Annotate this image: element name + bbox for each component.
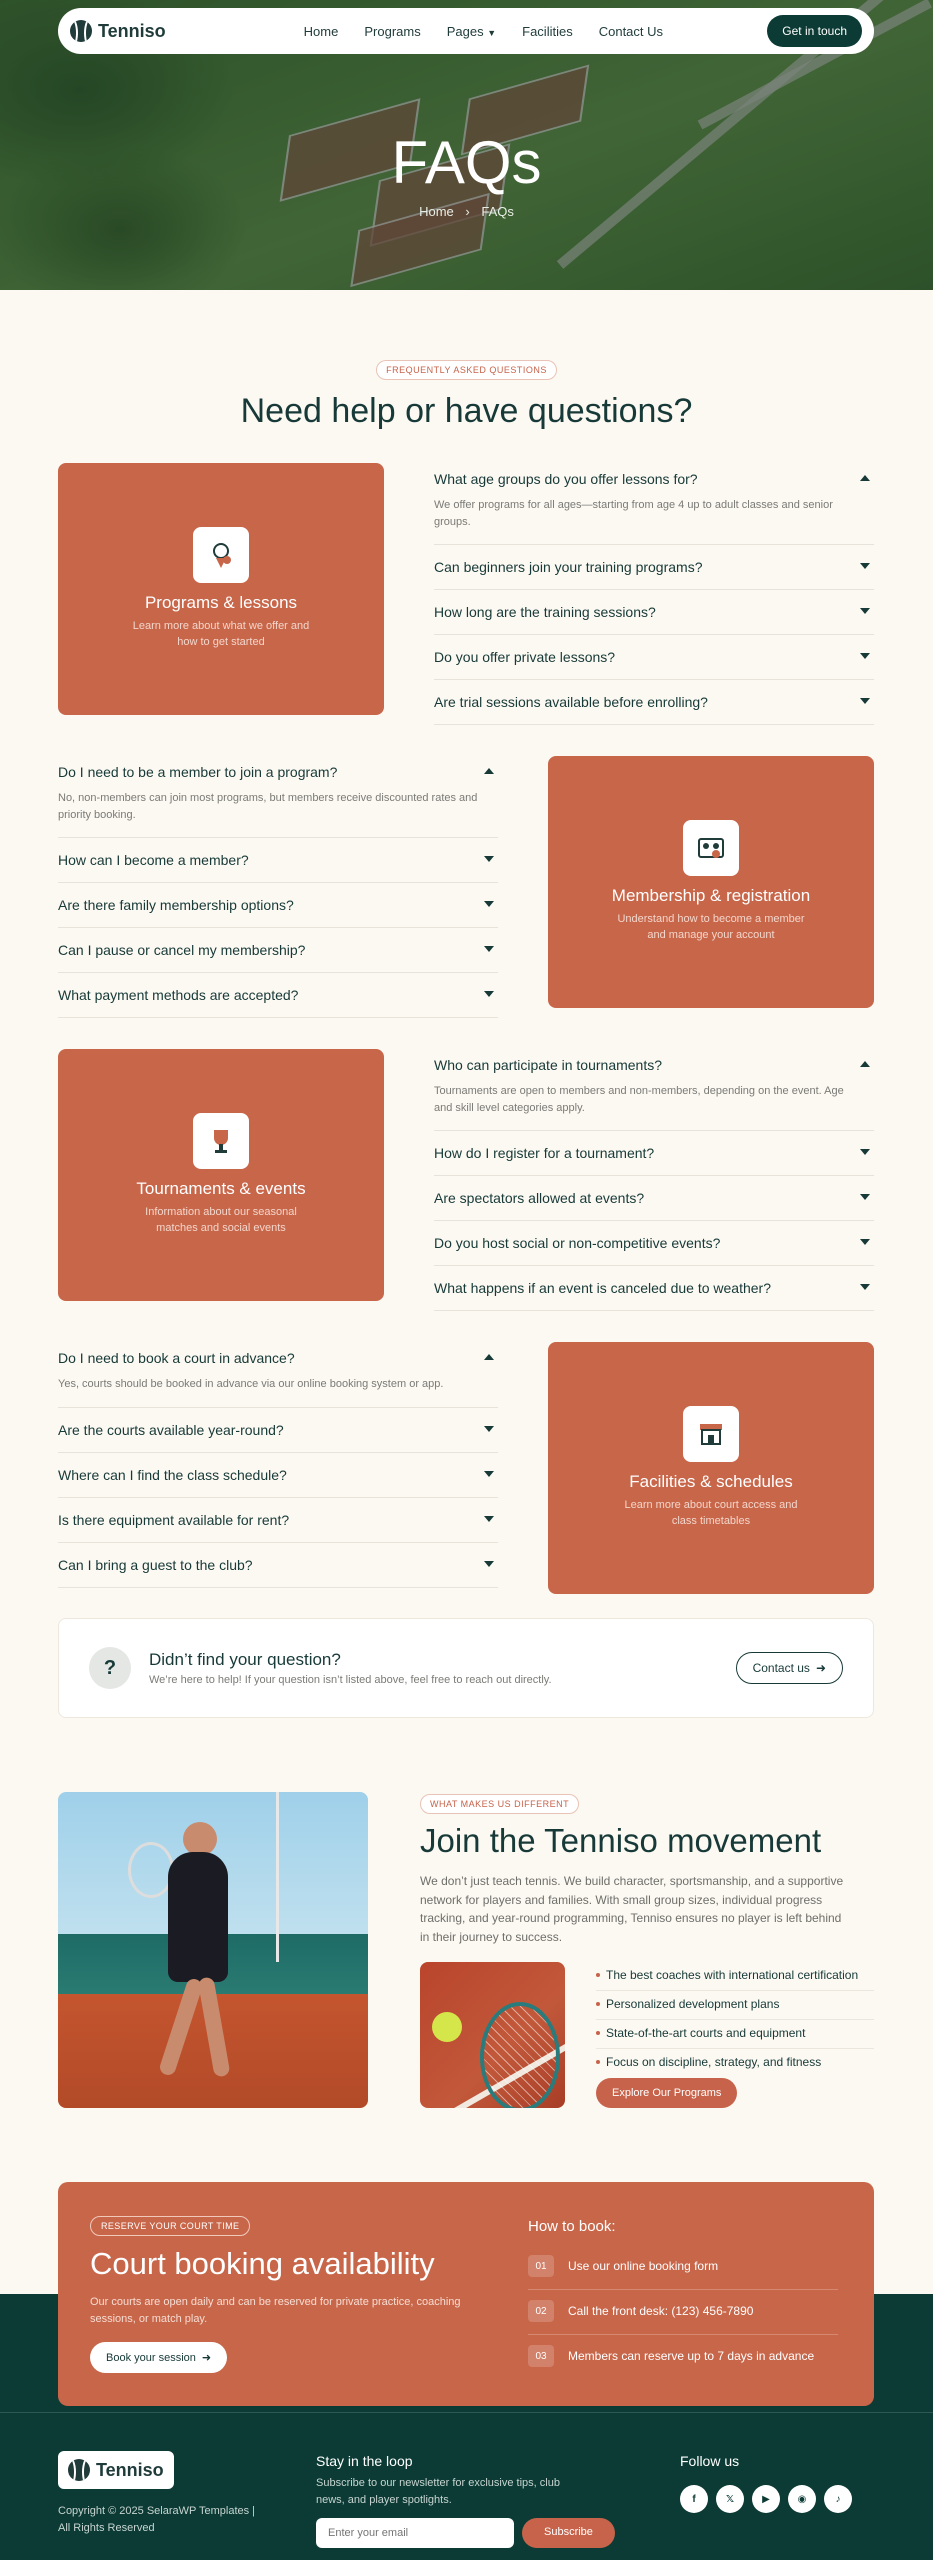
faq-question: Are spectators allowed at events? (434, 1190, 645, 1206)
how-step (528, 2245, 838, 2290)
step-number: 03 (528, 2345, 554, 2367)
category-card-membership[interactable] (548, 756, 874, 1008)
nav-link-pages[interactable] (447, 24, 496, 39)
step-text: Members can reserve up to 7 days in advance (568, 2349, 815, 2363)
faq-item[interactable] (58, 883, 498, 928)
chevron-down-icon (484, 1516, 494, 1522)
nav-link-home[interactable]: Home (303, 23, 339, 39)
instagram-icon[interactable]: ◉ (788, 2485, 816, 2513)
pole (276, 1792, 279, 1962)
chevron-up-icon (484, 1354, 494, 1360)
faq-accordion-facilities (58, 1336, 498, 1588)
faq-item[interactable] (58, 928, 498, 973)
newsletter-form (316, 2518, 616, 2548)
feature-item: The best coaches with international certification (596, 1962, 874, 1991)
join-pill: WHAT MAKES US DIFFERENT (420, 1794, 579, 1814)
question-icon: ? (89, 1647, 131, 1689)
book-session-label: Book your session (106, 2351, 196, 2364)
faq-question: What payment methods are accepted? (58, 987, 299, 1003)
chevron-down-icon (860, 608, 870, 614)
how-step (528, 2290, 838, 2335)
how-step (528, 2335, 838, 2379)
category-title: Membership & registration (611, 886, 811, 905)
faq-title: Need help or have questions? (240, 392, 693, 430)
faq-item[interactable] (58, 1543, 498, 1588)
racket (480, 2002, 560, 2108)
chevron-down-icon (484, 1426, 494, 1432)
category-title: Tournaments & events (136, 1179, 306, 1198)
faq-question: Do I need to be a member to join a program? (58, 764, 338, 780)
chevron-up-icon (484, 768, 494, 774)
faq-item[interactable] (434, 590, 874, 635)
breadcrumb-current: FAQs (481, 204, 514, 219)
faq-accordion-membership (58, 750, 498, 1018)
tiktok-icon[interactable]: ♪ (824, 2485, 852, 2513)
step-text: Call the front desk: (123) 456-7890 (568, 2304, 754, 2318)
category-title: Programs & lessons (144, 593, 298, 612)
racket-ball-image (420, 1962, 565, 2108)
tennis-ball-icon (70, 20, 92, 42)
faq-question: Can I bring a guest to the club? (58, 1556, 253, 1573)
booking-title: Court booking availability (90, 2246, 435, 2281)
faq-item[interactable] (58, 1498, 498, 1543)
faq-answer: Yes, courts should be booked in advance via our online booking system or app. (58, 1378, 444, 1390)
faq-header (0, 290, 933, 431)
category-card-facilities[interactable] (548, 1342, 874, 1594)
follow-us (680, 2453, 852, 2513)
player-leg (197, 1976, 230, 2077)
player-head (183, 1822, 217, 1856)
arrow-right-icon: ➜ (201, 2352, 212, 2364)
feature-item: Focus on discipline, strategy, and fitness (596, 2049, 874, 2077)
store-icon (683, 1406, 739, 1462)
chevron-down-icon (860, 1194, 870, 1200)
top-nav (58, 8, 874, 54)
subscribe-button[interactable]: Subscribe (522, 2518, 615, 2548)
nav-link-pages-label: Pages (446, 23, 484, 39)
faq-question: Can beginners join your training programs? (434, 559, 703, 575)
facebook-icon[interactable]: f (680, 2485, 708, 2513)
chevron-down-icon (860, 1149, 870, 1155)
chevron-down-icon (860, 698, 870, 704)
faq-item[interactable] (58, 750, 498, 838)
step-number: 01 (528, 2255, 554, 2277)
faq-question: Do you host social or non-competitive events? (434, 1235, 721, 1251)
follow-title: Follow us (680, 2453, 740, 2469)
id-card-icon (683, 820, 739, 876)
faq-question: Is there equipment available for rent? (58, 1511, 290, 1528)
contact-us-button[interactable] (736, 1652, 843, 1684)
category-subtitle: Learn more about court access and class timetables (624, 1499, 798, 1527)
chevron-down-icon (484, 1471, 494, 1477)
nav-link-contact[interactable]: Contact Us (598, 23, 664, 39)
faq-question: What happens if an event is canceled due to weather? (434, 1280, 771, 1296)
feature-item: State-of-the-art courts and equipment (596, 2020, 874, 2049)
explore-programs-button[interactable]: Explore Our Programs (596, 2078, 737, 2108)
faq-question: Are trial sessions available before enrolling? (434, 694, 708, 710)
step-text: Use our online booking form (568, 2259, 719, 2273)
feature-list (596, 1962, 874, 2077)
player-leg (158, 1977, 204, 2077)
hero (0, 0, 933, 290)
faq-question: How long are the training sessions? (434, 604, 656, 620)
faq-question: How can I become a member? (58, 852, 249, 868)
logo-text: Tenniso (98, 20, 166, 41)
faq-item[interactable] (58, 1336, 498, 1408)
player-body (168, 1852, 228, 1982)
nav-links (304, 24, 663, 39)
how-to-book (528, 2218, 838, 2379)
chevron-down-icon (860, 563, 870, 569)
tennis-ball-icon (68, 2459, 90, 2481)
arrow-right-icon: ➜ (815, 1661, 826, 1675)
faq-item[interactable] (58, 1408, 498, 1453)
faq-pill: FREQUENTLY ASKED QUESTIONS (376, 360, 557, 380)
help-subtitle: We’re here to help! If your question isn’t listed above, feel free to reach out directly. (149, 1674, 552, 1686)
join-title: Join the Tenniso movement (420, 1822, 822, 1859)
book-session-button[interactable] (90, 2342, 227, 2373)
youtube-icon[interactable]: ▶ (752, 2485, 780, 2513)
booking-pill: RESERVE YOUR COURT TIME (90, 2216, 250, 2236)
chevron-right-icon: › (465, 204, 470, 219)
faq-question: Where can I find the class schedule? (58, 1466, 287, 1483)
chevron-down-icon (484, 946, 494, 952)
nav-link-facilities[interactable]: Facilities (522, 23, 573, 39)
nav-link-programs[interactable]: Programs (364, 23, 421, 39)
category-card-tournaments[interactable] (58, 1049, 384, 1301)
faq-item[interactable] (434, 680, 874, 725)
faq-item[interactable] (434, 1131, 874, 1176)
twitter-icon[interactable]: 𝕏 (716, 2485, 744, 2513)
category-card-programs[interactable] (58, 463, 384, 715)
faq-item[interactable] (434, 545, 874, 590)
faq-item[interactable] (58, 973, 498, 1018)
help-title: Didn’t find your question? (149, 1650, 341, 1669)
chevron-up-icon (860, 1061, 870, 1067)
chevron-down-icon (860, 1239, 870, 1245)
email-input[interactable] (316, 2518, 514, 2548)
copyright: Copyright © 2025 SelaraWP Templates | All Rights Reserved (58, 2505, 256, 2534)
chevron-up-icon (860, 475, 870, 481)
faq-item[interactable] (434, 1043, 874, 1131)
footer-logo[interactable] (58, 2451, 174, 2489)
faq-question: What age groups do you offer lessons for? (434, 471, 698, 487)
category-title: Facilities & schedules (629, 1472, 793, 1491)
trophy-icon (193, 527, 249, 583)
faq-accordion-programs (434, 457, 874, 725)
join-description: We don’t just teach tennis. We build character, sportsmanship, and a supportive network for players and families. With small group sizes, individual progress tracking, and year-round programming, Tenniso ensures no player is left behind in their journey to success. (420, 1874, 844, 1944)
help-box (58, 1618, 874, 1718)
faq-item[interactable] (434, 1266, 874, 1311)
faq-item[interactable] (434, 1221, 874, 1266)
breadcrumb (0, 204, 933, 219)
faq-question: Can I pause or cancel my membership? (58, 942, 306, 958)
category-subtitle: Information about our seasonal matches and social events (145, 1206, 297, 1234)
faq-item[interactable] (58, 838, 498, 883)
newsletter-title: Stay in the loop (316, 2453, 413, 2469)
faq-question: Do I need to book a court in advance? (58, 1350, 295, 1366)
faq-answer: No, non-members can join most programs, but members receive discounted rates and priority booking. (58, 792, 478, 821)
newsletter-subtitle: Subscribe to our newsletter for exclusive tips, club news, and player spotlights. (316, 2477, 560, 2506)
booking-description: Our courts are open daily and can be reserved for private practice, coaching sessions, or match play. (90, 2296, 461, 2326)
faq-question: How do I register for a tournament? (434, 1145, 655, 1161)
faq-question: Who can participate in tournaments? (434, 1057, 663, 1073)
chevron-down-icon (484, 901, 494, 907)
breadcrumb-home[interactable]: Home (419, 204, 454, 219)
faq-question: Are there family membership options? (58, 897, 294, 913)
get-in-touch-button[interactable]: Get in touch (767, 15, 862, 47)
tennis-player-image (58, 1792, 368, 2108)
chevron-down-icon (484, 991, 494, 997)
step-number: 02 (528, 2300, 554, 2322)
faq-accordion-tournaments (434, 1043, 874, 1311)
chevron-down-icon (484, 856, 494, 862)
feature-item: Personalized development plans (596, 1991, 874, 2020)
page-title: FAQs (391, 129, 542, 196)
contact-us-label: Contact us (752, 1661, 810, 1675)
faq-item[interactable] (434, 635, 874, 680)
social-links (680, 2485, 852, 2513)
faq-answer: We offer programs for all ages—starting from age 4 up to adult classes and senior groups. (434, 499, 833, 528)
newsletter (316, 2453, 616, 2548)
footer-logo-text: Tenniso (96, 2459, 164, 2480)
chevron-down-icon (484, 1561, 494, 1567)
help-text (149, 1650, 552, 1686)
tennis-ball (432, 2012, 462, 2042)
faq-question: Do you offer private lessons? (434, 649, 616, 665)
faq-item[interactable] (58, 1453, 498, 1498)
faq-item[interactable] (434, 1176, 874, 1221)
award-icon (193, 1113, 249, 1169)
category-subtitle: Understand how to become a member and manage your account (617, 913, 805, 941)
booking-card (58, 2182, 874, 2406)
faq-answer: Tournaments are open to members and non-members, depending on the event. Age and skill level categories apply. (434, 1085, 844, 1114)
category-subtitle: Learn more about what we offer and how to get started (132, 620, 310, 648)
logo[interactable] (70, 20, 166, 42)
faq-question: Are the courts available year-round? (58, 1421, 284, 1438)
chevron-down-icon (860, 653, 870, 659)
how-title: How to book: (528, 2218, 616, 2235)
chevron-down-icon (860, 1284, 870, 1290)
faq-item[interactable] (434, 457, 874, 545)
footer (0, 2412, 933, 2560)
chevron-down-icon: ▼ (487, 27, 497, 38)
